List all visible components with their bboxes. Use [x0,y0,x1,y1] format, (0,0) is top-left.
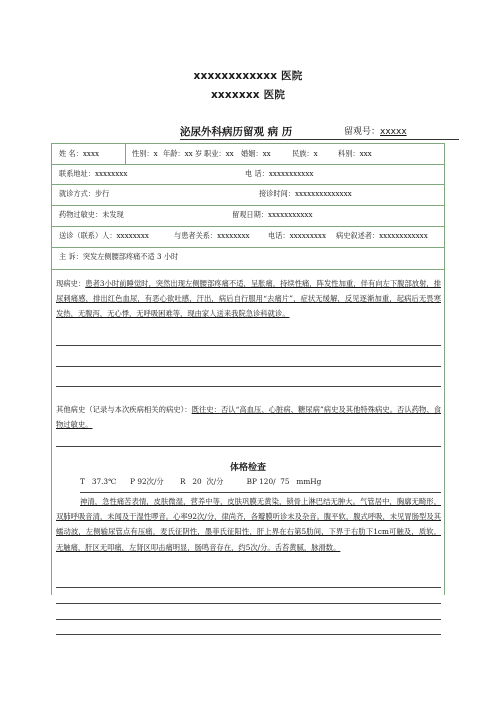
blank-line [56,634,441,635]
vitals-underline [80,492,441,493]
contact-address: 联系地址：xxxxxxxx [59,169,128,178]
row-divider [52,226,444,227]
present-illness [56,276,441,322]
row-divider [52,205,444,206]
row-divider [52,184,444,185]
record-title: 泌尿外科病历留观 病 历 [180,126,293,138]
row-divider [52,247,444,248]
reg-value: xxxxx [380,127,407,137]
history-narrator: 病史叙述者：xxxxxxxxxxxx [336,231,428,240]
patient-marriage: 婚姻：xx [241,149,271,158]
escort-relation: 与患者关系：xxxxxxxx [174,231,250,240]
blank-line [56,366,441,367]
visit-time: 接诊时间：xxxxxxxxxxxxxx [259,189,352,198]
blank-line [56,386,441,387]
escort-phone: 电话：xxxxxxxxx [268,231,327,240]
patient-gender: 性别：x [132,149,158,158]
hospital-name-1: xxxxxxxxxxxx 医院 [193,70,303,82]
other-history-text: 既往史：否认“高血压、心脏病、糖尿病”病史及其他特殊病史。否认药物、食物过敏史。 [56,405,441,430]
blank-line [56,619,441,620]
blank-line [56,587,441,588]
title-underline [180,139,459,140]
physical-exam-title: 体格检查 [229,463,266,473]
patient-ethnicity: 民族：x [292,149,318,158]
patient-info-table [51,143,445,270]
divider [125,144,126,164]
observation-date: 留观日期：xxxxxxxxxxx [232,210,313,219]
row-divider [52,164,444,165]
patient-occupation: 职业：xx [204,149,234,158]
physical-exam-text [56,494,441,555]
exam-findings: 神清，急性痛苦表情，皮肤微湿，营养中等，皮肤巩膜无黄染，锁骨上淋巴结无肿大。气管居中，胸廓无畸形，双肺呼吸音清，未闻及干湿性啰音。心率92次/分，律尚齐，各瓣膜听诊未及杂音。腹平软，腹式呼吸，未见胃肠型及其蠕动波，左侧输尿管点有压痛，麦氏征阴性，墨菲氏征阳性，肝上界在右第5肋间，下界于右肋下1cm可触及，质软，无触痛，肝区无叩痛，左肾区叩击痛明显，肠鸣音存在，约5次/分。舌苔黄腻，脉滑数。 [56,497,441,552]
blank-line [56,603,441,604]
present-illness-text: 患者3小时前睡觉时，突然出现左侧腰部疼痛不适，呈胀痛，持续性痛，阵发性加重，伴有向左下腹部放射，排尿刺痛感，排出红色血尿，有恶心欲吐感，汗出，病后自行服用“去痛片”，症状无缓解，反见逐渐加重，起病后无畏寒发热，无腹泻，无心悸，无呼吸困难等，现由家人送来我院急诊科就诊。 [56,279,442,319]
visit-mode: 就诊方式：步行 [59,189,110,198]
drug-allergy: 药物过敏史：未发现 [59,210,124,219]
escort-person: 送诊（联系）人：xxxxxxxx [59,231,149,240]
hospital-name-2: xxxxxxx 医院 [210,89,286,101]
reg-label: 留观号： [344,127,381,137]
other-history [56,402,441,432]
registration-number [344,124,407,137]
blank-line [56,345,441,346]
blank-line [56,446,441,447]
vital-signs: T 37.3℃ P 92次/分 R 20 次/分 BP 120/ 75 mmHg [80,477,322,486]
other-history-label: 其他病史（记录与本次疾病相关的病史）： [56,405,192,414]
contact-phone: 电 话：xxxxxxxxxxx [245,169,314,178]
patient-department: 科别：xxx [338,149,372,158]
patient-age: 年龄：xx 岁 [163,149,203,158]
patient-name: 姓 名：xxxx [59,149,100,158]
chief-complaint: 主 诉：突发左侧腰部疼痛不适 3 小时 [59,252,179,261]
present-illness-label: 现病史： [56,279,86,288]
